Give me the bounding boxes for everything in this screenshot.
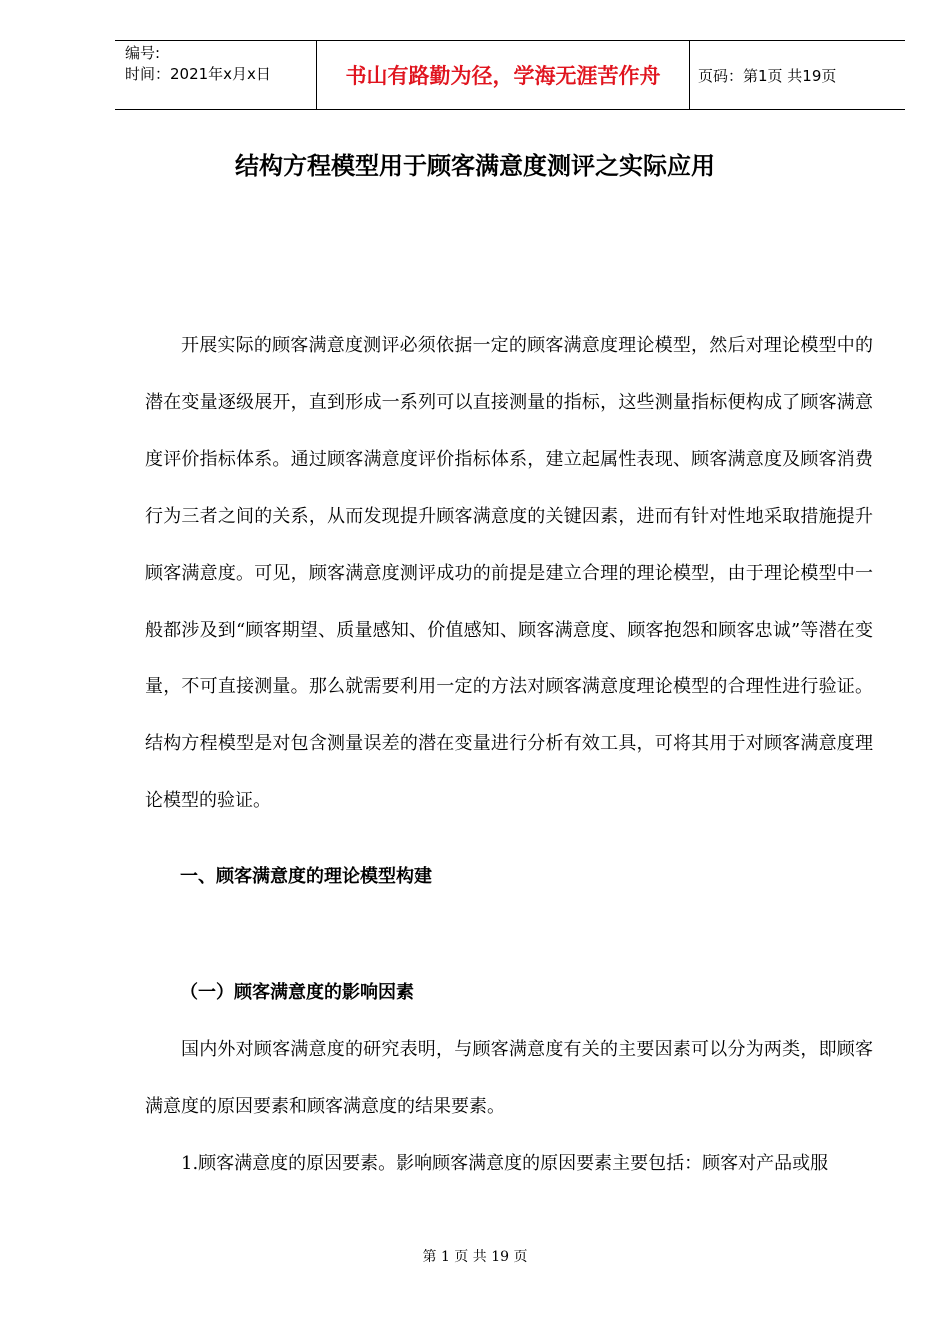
subsection-heading: （一）顾客满意度的影响因素 bbox=[180, 982, 414, 1003]
header-page-cell bbox=[690, 41, 905, 109]
motto-text: 书山有路勤为径，学海无涯苦作舟 bbox=[345, 64, 661, 88]
section-heading: 一、顾客满意度的理论模型构建 bbox=[180, 866, 432, 887]
body-paragraph: 国内外对顾客满意度的研究表明，与顾客满意度有关的主要因素可以分为两类，即顾客满意度的原因要素和顾客满意度的结果要素。 bbox=[145, 1039, 873, 1117]
document-title: 结构方程模型用于顾客满意度测评之实际应用 bbox=[235, 152, 715, 180]
header-info-cell bbox=[115, 41, 316, 109]
time-label: 时间：2021年x月x日 bbox=[125, 65, 271, 83]
number-label: 编号: bbox=[125, 44, 161, 62]
intro-paragraph: 开展实际的顾客满意度测评必须依据一定的顾客满意度理论模型，然后对理论模型中的潜在变量逐级展开，直到形成一系列可以直接测量的指标，这些测量指标便构成了顾客满意度评价指标体系。通过顾客满意度评价指标体系，建立起属性表现、顾客满意度及顾客消费行为三者之间的关系，从而发现提升顾客满意度的关键因素，进而有针对性地采取措施提升顾客满意度。可见，顾客满意度测评成功的前提是建立合理的理论模型，由于理论模型中一般都涉及到“顾客期望、质量感知、价值感知、顾客满意度、顾客抱怨和顾客忠诚”等潜在变量，不可直接测量。那么就需要利用一定的方法对顾客满意度理论模型的合理性进行验证。结构方程模型是对包含测量误差的潜在变量进行分析有效工具，可将其用于对顾客满意度理论模型的验证。 bbox=[145, 335, 873, 812]
page-label: 页码：第1页 共19页 bbox=[698, 66, 837, 85]
page-footer: 第 1 页 共 19 页 bbox=[422, 1249, 528, 1265]
body-paragraph: 1.顾客满意度的原因要素。影响顾客满意度的原因要素主要包括：顾客对产品或服 bbox=[181, 1153, 829, 1174]
header-motto-cell bbox=[316, 41, 690, 109]
document-header bbox=[115, 40, 905, 110]
